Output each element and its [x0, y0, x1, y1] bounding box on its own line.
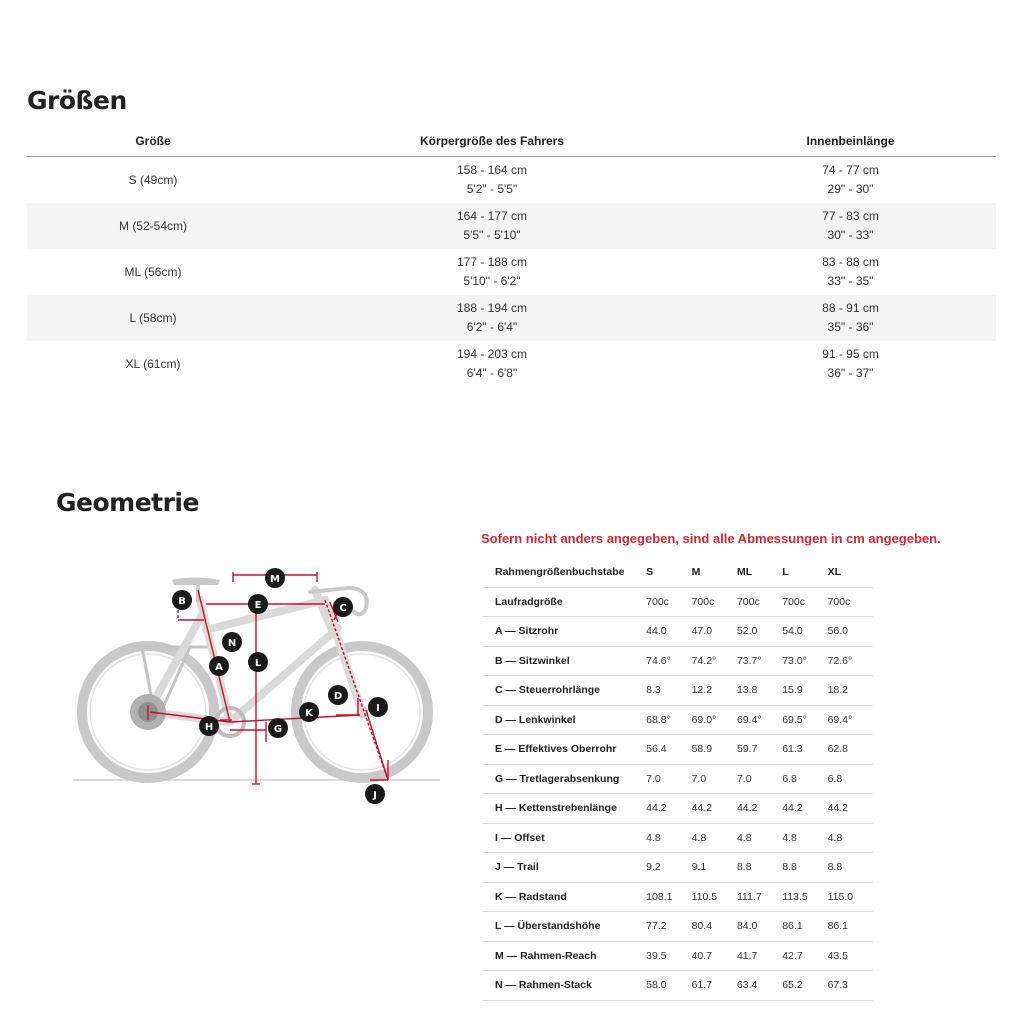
geometry-value-cell: 4.8 — [737, 823, 782, 853]
inseam-cell: 91 - 95 cm 36" - 37" — [822, 347, 879, 380]
geometry-title: Geometrie — [56, 488, 199, 517]
geometry-value-cell: 74.2° — [692, 646, 737, 676]
table-row — [483, 853, 873, 883]
svg-text:N: N — [227, 638, 237, 649]
geometry-row-label: H — Kettenstrebenlänge — [483, 794, 646, 824]
geometry-value-cell: 41.7 — [737, 941, 782, 971]
rider-height-cell: 194 - 203 cm 6'4" - 6'8" — [456, 347, 528, 380]
geometry-value-cell: 700c — [737, 587, 782, 617]
svg-text:L: L — [254, 658, 262, 669]
geometry-value-cell: 61.7 — [692, 971, 737, 1001]
geometry-value-cell: 700c — [782, 587, 827, 617]
sizes-header-size: Größe — [135, 134, 171, 148]
geometry-header-xl: XL — [828, 558, 873, 587]
size-cell: ML (56cm) — [124, 264, 182, 279]
geometry-value-cell: 47.0 — [692, 617, 737, 647]
sizes-table — [27, 126, 996, 387]
geometry-table-body — [483, 587, 873, 1000]
marker-a — [209, 656, 229, 676]
geometry-table — [483, 558, 873, 1001]
marker-j — [365, 784, 385, 804]
marker-h — [199, 716, 219, 736]
geometry-value-cell: 86.1 — [782, 912, 827, 942]
inseam-cell: 88 - 91 cm 35" - 36" — [822, 301, 879, 334]
geometry-value-cell: 52.0 — [737, 617, 782, 647]
marker-e — [248, 594, 268, 614]
inseam-cell: 74 - 77 cm 29" - 30" — [822, 163, 879, 196]
table-row — [483, 823, 873, 853]
geometry-value-cell: 4.8 — [646, 823, 691, 853]
svg-text:I: I — [376, 703, 380, 714]
geometry-value-cell: 4.8 — [782, 823, 827, 853]
geometry-value-cell: 700c — [692, 587, 737, 617]
geometry-header-l: L — [782, 558, 827, 587]
geometry-value-cell: 72.6° — [828, 646, 873, 676]
geometry-value-cell: 65.2 — [782, 971, 827, 1001]
geometry-value-cell: 73.0° — [782, 646, 827, 676]
geometry-value-cell: 56.0 — [828, 617, 873, 647]
geometry-row-label: J — Trail — [483, 853, 646, 883]
geometry-value-cell: 110.5 — [692, 882, 737, 912]
geometry-value-cell: 43.5 — [828, 941, 873, 971]
table-row — [27, 157, 996, 204]
geometry-value-cell: 111.7 — [737, 882, 782, 912]
size-cell: M (52-54cm) — [118, 218, 187, 233]
geometry-value-cell: 44.2 — [646, 794, 691, 824]
geometry-value-cell: 67.3 — [828, 971, 873, 1001]
table-row — [483, 617, 873, 647]
table-row — [483, 735, 873, 765]
geometry-header-m: M — [692, 558, 737, 587]
geometry-value-cell: 59.7 — [737, 735, 782, 765]
geometry-header-frame-letter: Rahmengrößenbuchstabe — [483, 558, 646, 587]
geometry-row-label: E — Effektives Oberrohr — [483, 735, 646, 765]
sizes-header-rider-height: Körpergröße des Fahrers — [419, 134, 565, 148]
geometry-value-cell: 7.0 — [692, 764, 737, 794]
geometry-value-cell: 39.5 — [646, 941, 691, 971]
geometry-row-label: C — Steuerrohrlänge — [483, 676, 646, 706]
geometry-value-cell: 18.2 — [828, 676, 873, 706]
size-cell: L (58cm) — [129, 310, 177, 325]
marker-g — [268, 718, 288, 738]
geometry-value-cell: 7.0 — [646, 764, 691, 794]
geometry-row-label: M — Rahmen-Reach — [483, 941, 646, 971]
geometry-value-cell: 700c — [646, 587, 691, 617]
marker-m — [265, 568, 285, 588]
geometry-row-label: B — Sitzwinkel — [483, 646, 646, 676]
sizes-header-inseam: Innenbeinlänge — [806, 134, 895, 148]
svg-text:E: E — [254, 600, 262, 611]
geometry-value-cell: 44.2 — [782, 794, 827, 824]
geometry-value-cell: 80.4 — [692, 912, 737, 942]
table-row — [27, 295, 996, 341]
geometry-value-cell: 12.2 — [692, 676, 737, 706]
geometry-value-cell: 44.2 — [828, 794, 873, 824]
size-cell: S (49cm) — [128, 172, 178, 187]
geometry-value-cell: 44.2 — [737, 794, 782, 824]
svg-text:G: G — [273, 724, 283, 735]
geometry-value-cell: 44.2 — [692, 794, 737, 824]
table-row — [483, 794, 873, 824]
rider-height-cell: 158 - 164 cm 5'2" - 5'5" — [456, 163, 528, 196]
table-row — [483, 912, 873, 942]
table-row — [483, 705, 873, 735]
geometry-value-cell: 108.1 — [646, 882, 691, 912]
geometry-value-cell: 6.8 — [828, 764, 873, 794]
inseam-cell: 77 - 83 cm 30" - 33" — [822, 209, 879, 242]
geometry-value-cell: 73.7° — [737, 646, 782, 676]
geometry-value-cell: 69.4° — [828, 705, 873, 735]
geometry-value-cell: 62.8 — [828, 735, 873, 765]
marker-i — [368, 697, 388, 717]
svg-text:B: B — [178, 596, 186, 607]
geometry-value-cell: 69.0° — [692, 705, 737, 735]
geometry-value-cell: 4.8 — [828, 823, 873, 853]
sizes-header-row — [27, 126, 996, 157]
geometry-value-cell: 8.8 — [737, 853, 782, 883]
svg-text:K: K — [305, 708, 313, 719]
svg-text:H: H — [204, 722, 214, 733]
marker-d — [328, 685, 348, 705]
table-row — [483, 971, 873, 1001]
geometry-value-cell: 15.9 — [782, 676, 827, 706]
marker-k — [299, 702, 319, 722]
geometry-value-cell: 58.9 — [692, 735, 737, 765]
table-row — [483, 882, 873, 912]
rider-height-cell: 177 - 188 cm 5'10" - 6'2" — [456, 255, 528, 288]
geometry-value-cell: 74.6° — [646, 646, 691, 676]
geometry-value-cell: 40.7 — [692, 941, 737, 971]
table-row — [483, 587, 873, 617]
geometry-value-cell: 13.8 — [737, 676, 782, 706]
marker-l — [248, 652, 268, 672]
geometry-header-ml: ML — [737, 558, 782, 587]
marker-n — [222, 632, 242, 652]
geometry-value-cell: 54.0 — [782, 617, 827, 647]
geometry-value-cell: 115.0 — [828, 882, 873, 912]
svg-text:C: C — [339, 603, 347, 614]
geometry-value-cell: 86.1 — [828, 912, 873, 942]
geometry-value-cell: 6.8 — [782, 764, 827, 794]
geometry-row-label: I — Offset — [483, 823, 646, 853]
geometry-value-cell: 700c — [828, 587, 873, 617]
svg-text:M: M — [270, 574, 280, 585]
geometry-value-cell: 68.8° — [646, 705, 691, 735]
geometry-row-label: Laufradgröße — [483, 587, 646, 617]
geometry-value-cell: 56.4 — [646, 735, 691, 765]
geometry-value-cell: 58.0 — [646, 971, 691, 1001]
geometry-value-cell: 69.5° — [782, 705, 827, 735]
geometry-value-cell: 42.7 — [782, 941, 827, 971]
geometry-value-cell: 77.2 — [646, 912, 691, 942]
geometry-value-cell: 113.5 — [782, 882, 827, 912]
geometry-value-cell: 7.0 — [737, 764, 782, 794]
geometry-row-label: K — Radstand — [483, 882, 646, 912]
geometry-value-cell: 61.3 — [782, 735, 827, 765]
table-row — [483, 764, 873, 794]
geometry-value-cell: 8.8 — [782, 853, 827, 883]
size-cell: XL (61cm) — [125, 356, 181, 371]
geometry-header-s: S — [646, 558, 691, 587]
geometry-row-label: D — Lenkwinkel — [483, 705, 646, 735]
rider-height-cell: 188 - 194 cm 6'2" - 6'4" — [456, 301, 528, 334]
table-row — [27, 341, 996, 387]
svg-text:D: D — [333, 691, 343, 702]
marker-c — [333, 597, 353, 617]
bike-geometry-diagram — [70, 560, 445, 810]
geometry-value-cell: 9.1 — [692, 853, 737, 883]
rider-height-cell: 164 - 177 cm 5'5" - 5'10" — [456, 209, 528, 242]
geometry-value-cell: 8.8 — [828, 853, 873, 883]
units-note: Sofern nicht anders angegeben, sind alle Abmessungen in cm angegeben. — [481, 531, 941, 546]
svg-text:A: A — [215, 662, 223, 673]
table-row — [483, 646, 873, 676]
geometry-row-label: G — Tretlagerabsenkung — [483, 764, 646, 794]
table-row — [483, 676, 873, 706]
geometry-row-label: L — Überstandshöhe — [483, 912, 646, 942]
geometry-value-cell: 8.3 — [646, 676, 691, 706]
geometry-row-label: A — Sitzrohr — [483, 617, 646, 647]
marker-b — [172, 590, 192, 610]
table-row — [27, 249, 996, 295]
table-row — [483, 941, 873, 971]
geometry-value-cell: 9.2 — [646, 853, 691, 883]
sizes-title: Größen — [27, 86, 127, 115]
table-row — [27, 203, 996, 249]
geometry-value-cell: 84.0 — [737, 912, 782, 942]
geometry-value-cell: 4.8 — [692, 823, 737, 853]
geometry-value-cell: 44.0 — [646, 617, 691, 647]
inseam-cell: 83 - 88 cm 33" - 35" — [822, 255, 879, 288]
svg-text:J: J — [373, 790, 377, 801]
geometry-row-label: N — Rahmen-Stack — [483, 971, 646, 1001]
geometry-header-row — [483, 558, 873, 587]
geometry-value-cell: 63.4 — [737, 971, 782, 1001]
geometry-value-cell: 69.4° — [737, 705, 782, 735]
